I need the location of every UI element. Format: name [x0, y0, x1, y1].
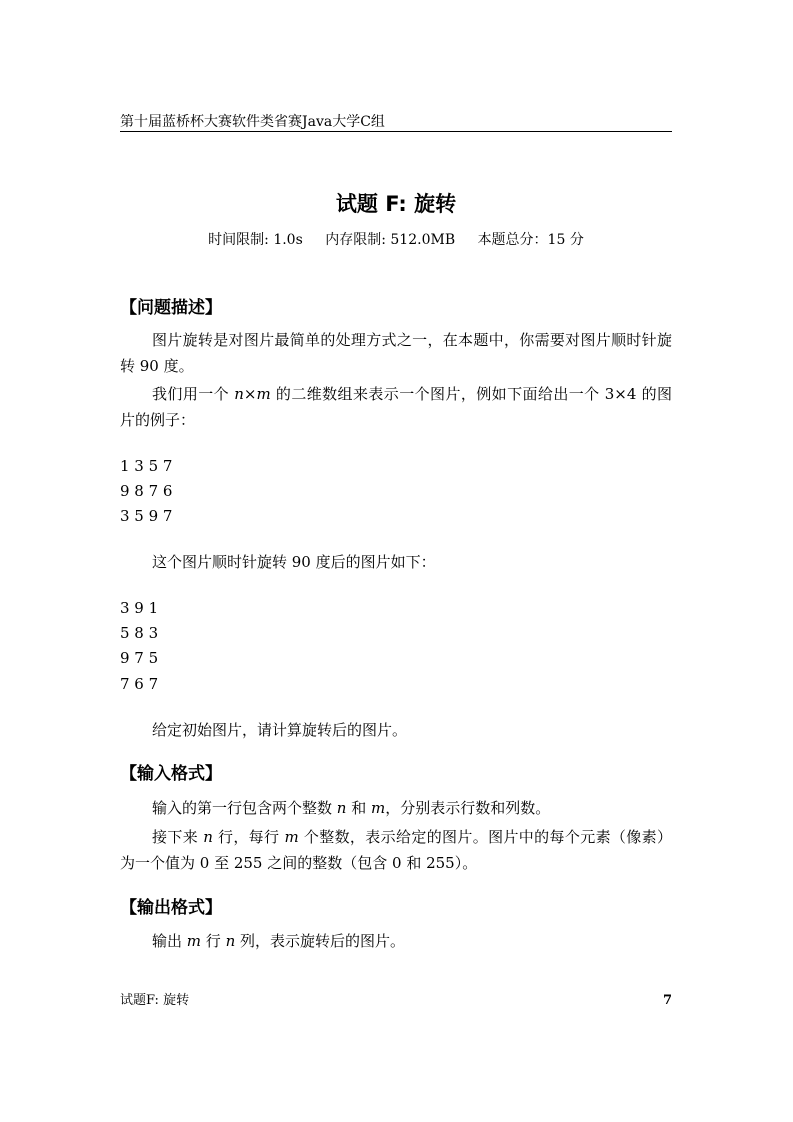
time-limit: 时间限制: 1.0s — [208, 232, 303, 248]
description-paragraph-4: 给定初始图片，请计算旋转后的图片。 — [152, 721, 408, 739]
document-page — [120, 0, 672, 1122]
var-m: m — [284, 828, 299, 846]
description-paragraph-1: 图片旋转是对图片最简单的处理方式之一，在本题中，你需要对图片顺时针旋转 90 度。 — [120, 331, 672, 375]
example-output-row: 7 6 7 — [120, 675, 159, 693]
problem-meta — [120, 230, 672, 250]
header-rule — [120, 131, 672, 132]
var-n: n — [225, 932, 236, 950]
page-number: 7 — [662, 993, 672, 1008]
running-header: 第十届蓝桥杯大赛软件类省赛Java大学C组 — [120, 114, 385, 130]
output-format-line-1: 输出 m 行 n 列，表示旋转后的图片。 — [152, 932, 406, 950]
running-footer: 试题F: 旋转 — [120, 993, 190, 1008]
description-paragraph-2: 我们用一个 n×m 的二维数组来表示一个图片，例如下面给出一个 3×4 的图片的例子： — [120, 385, 672, 429]
example-output-row: 9 7 5 — [120, 649, 159, 667]
output-format-heading: 【输出格式】 — [120, 898, 222, 918]
example-input-row: 3 5 9 7 — [120, 507, 173, 525]
example-output-row: 5 8 3 — [120, 624, 159, 642]
total-score: 本题总分：15 分 — [477, 232, 584, 248]
memory-limit: 内存限制: 512.0MB — [325, 232, 456, 248]
input-format-line-2: 接下来 n 行，每行 m 个整数，表示给定的图片。图片中的每个元素（像素）为一个值为 0 至 255 之间的整数（包含 0 和 255）。 — [120, 828, 672, 872]
example-output-row: 3 9 1 — [120, 599, 159, 617]
example-input-row: 9 8 7 6 — [120, 482, 173, 500]
example-input-row: 1 3 5 7 — [120, 457, 173, 475]
description-heading: 【问题描述】 — [120, 298, 222, 318]
problem-title: 试题 F: 旋转 — [335, 192, 457, 216]
var-m: m — [256, 385, 271, 403]
input-format-heading: 【输入格式】 — [120, 764, 222, 784]
var-m: m — [371, 799, 386, 817]
var-n: n — [336, 799, 347, 817]
input-format-line-1: 输入的第一行包含两个整数 n 和 m，分别表示行数和列数。 — [152, 799, 551, 817]
var-n: n — [203, 828, 213, 846]
var-m: m — [186, 932, 202, 950]
description-paragraph-3: 这个图片顺时针旋转 90 度后的图片如下： — [152, 553, 436, 571]
var-n: n — [234, 385, 244, 403]
